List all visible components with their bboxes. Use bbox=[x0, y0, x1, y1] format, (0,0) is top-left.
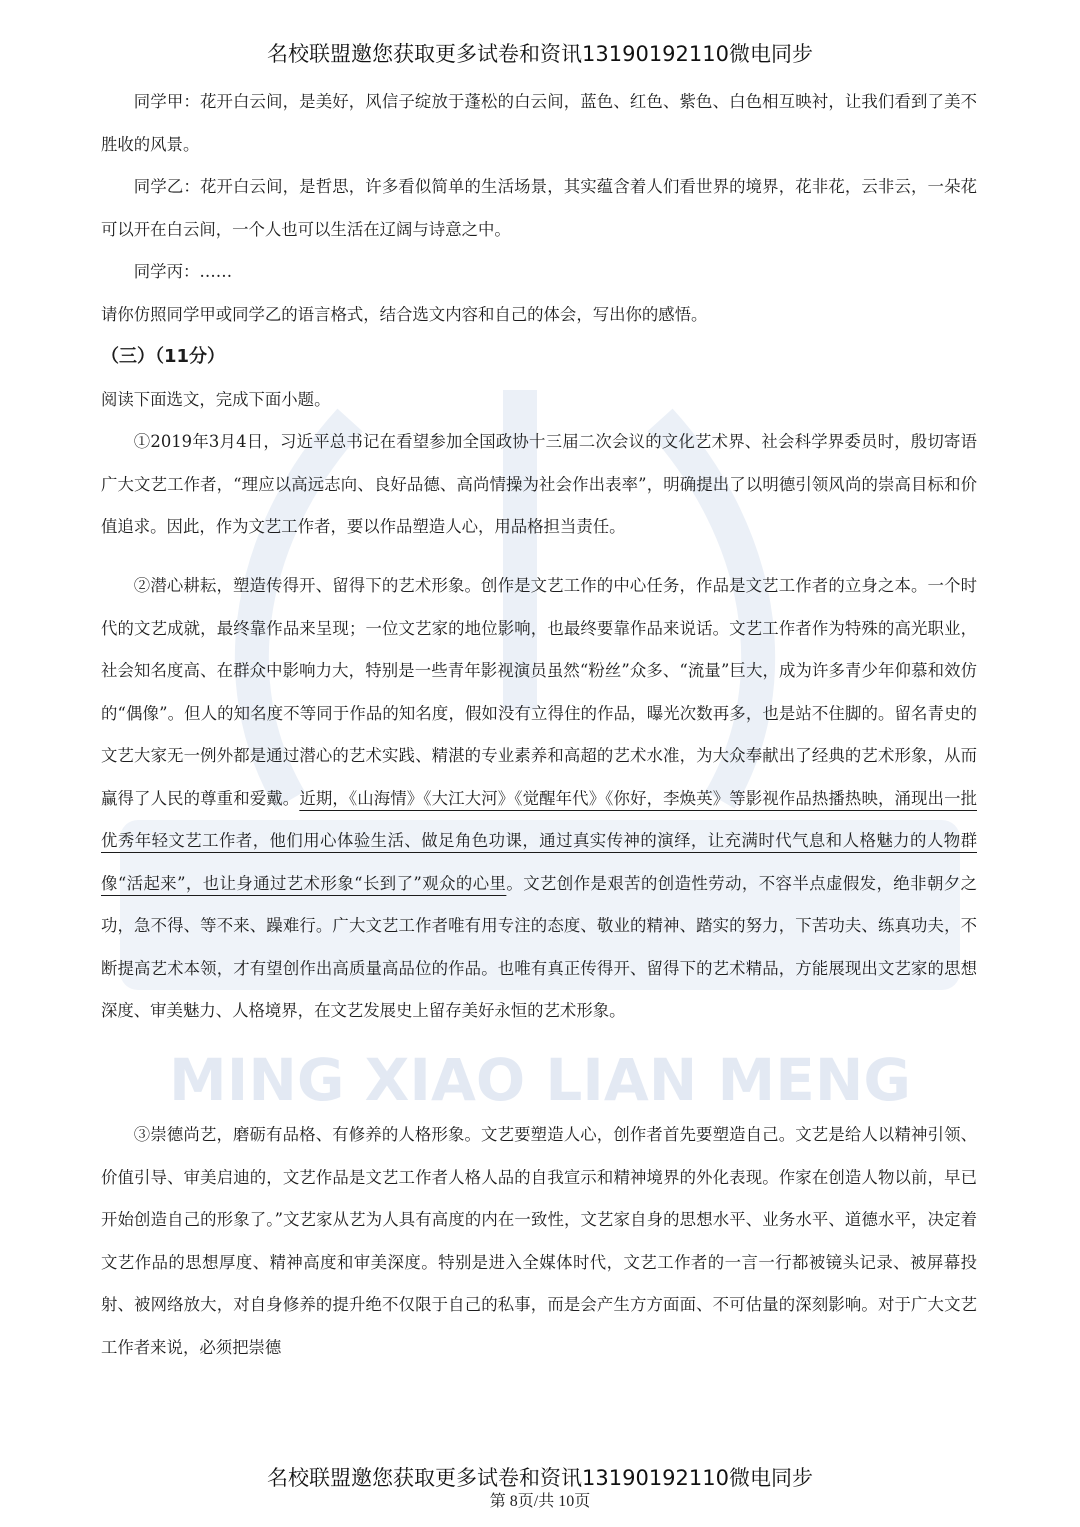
section-title: （三）（11分） bbox=[101, 346, 226, 367]
student-a-paragraph: 同学甲：花开白云间，是美好，风信子绽放于蓬松的白云间，蓝色、红色、紫色、白色相互映衬，让我们看到了美不胜收的风景。 bbox=[101, 92, 977, 154]
passage-paragraph-3: ③崇德尚艺，磨砺有品格、有修养的人格形象。文艺要塑造人心，创作者首先要塑造自己。文艺是给人以精神引领、价值引导、审美启迪的，文艺作品是文艺工作者人格人品的自我宣示和精神境界的外化表现。作家在创造人物以前，早已开始创造自己的形象了。”文艺家从艺为人具有高度的内在一致性，文艺家自身的思想水平、业务水平、道德水平，决定着文艺作品的思想厚度、精神高度和审美深度。特别是进入全媒体时代，文艺工作者的一言一行都被镜头记录、被屏幕投射、被网络放大，对自身修养的提升绝不仅限于自己的私事，而是会产生方方面面、不可估量的深刻影响。对于广大文艺工作者来说，必须把崇德 bbox=[101, 1125, 977, 1357]
reading-instruction: 阅读下面选文，完成下面小题。 bbox=[101, 389, 331, 409]
paragraph-2-text-end: 。文艺创作是艰苦的创造性劳动，不容半点虚假发，绝非朝夕之功，急不得、等不来、躁难行。广大文艺工作者唯有用专注的态度、敬业的精神、踏实的努力，下苦功夫、练真功夫，不断提高艺术本领，才有望创作出高质量高品位的作品。也唯有真正传得开、留得下的艺术精品，方能展现出文艺家的思想深度、审美魅力、人格境界，在文艺发展史上留存美好永恒的艺术形象。 bbox=[101, 873, 977, 1020]
question-instruction: 请你仿照同学甲或同学乙的语言格式，结合选文内容和自己的体会，写出你的感悟。 bbox=[101, 304, 708, 324]
student-b-paragraph: 同学乙：花开白云间，是哲思，许多看似简单的生活场景，其实蕴含着人们看世界的境界，花非花，云非云，一朵花可以开在白云间，一个人也可以生活在辽阔与诗意之中。 bbox=[101, 177, 977, 239]
footer-banner: 名校联盟邀您获取更多试卷和资讯13190192110微电同步 bbox=[267, 1466, 813, 1490]
exam-body-top bbox=[101, 81, 977, 549]
header-banner: 名校联盟邀您获取更多试卷和资讯13190192110微电同步 bbox=[267, 42, 813, 66]
underlined-passage: 近期，《山海情》《大江大河》《觉醒年代》《你好，李焕英》等影视作品热播热映，涌现出一批优秀年轻文艺工作者，他们用心体验生活、做足角色功课，通过真实传神的演绎，让充满时代气息和人格魅力的人物群像“活起来”，也让身通过艺术形象“长到了”观众的心里 bbox=[101, 788, 977, 893]
paragraph-2-text: ②潜心耕耘，塑造传得开、留得下的艺术形象。创作是文艺工作的中心任务，作品是文艺工作者的立身之本。一个时代的文艺成就，最终靠作品来呈现；一位文艺家的地位影响，也最终要靠作品来说话。文艺工作者作为特殊的高光职业，社会知名度高、在群众中影响力大，特别是一些青年影视演员虽然“粉丝”众多、“流量”巨大，成为许多青少年仰慕和效仿的“偶像”。但人的知名度不等同于作品的知名度，假如没有立得住的作品，曝光次数再多，也是站不住脚的。留名青史的文艺大家无一例外都是通过潜心的艺术实践、精湛的专业素养和高超的艺术水准，为大众奉献出了经典的艺术形象，从而赢得了人民的尊重和爱戴。 bbox=[101, 576, 977, 808]
watermark-text: MING XIAO LIAN MENG bbox=[169, 1046, 911, 1114]
student-c-paragraph: 同学丙：…… bbox=[133, 262, 233, 281]
passage-paragraph-2-block bbox=[101, 565, 977, 1033]
page-number: 第 8页/共 10页 bbox=[489, 1493, 591, 1510]
passage-paragraph-3-block bbox=[101, 1114, 977, 1369]
passage-paragraph-1: ①2019年3月4日，习近平总书记在看望参加全国政协十三届二次会议的文化艺术界、社会科学界委员时，殷切寄语广大文艺工作者，“理应以高远志向、良好品德、高尚情操为社会作出表率”，明确提出了以明德引领风尚的崇高目标和价值追求。因此，作为文艺工作者，要以作品塑造人心，用品格担当责任。 bbox=[101, 432, 977, 536]
passage-paragraph-2 bbox=[101, 565, 977, 1033]
